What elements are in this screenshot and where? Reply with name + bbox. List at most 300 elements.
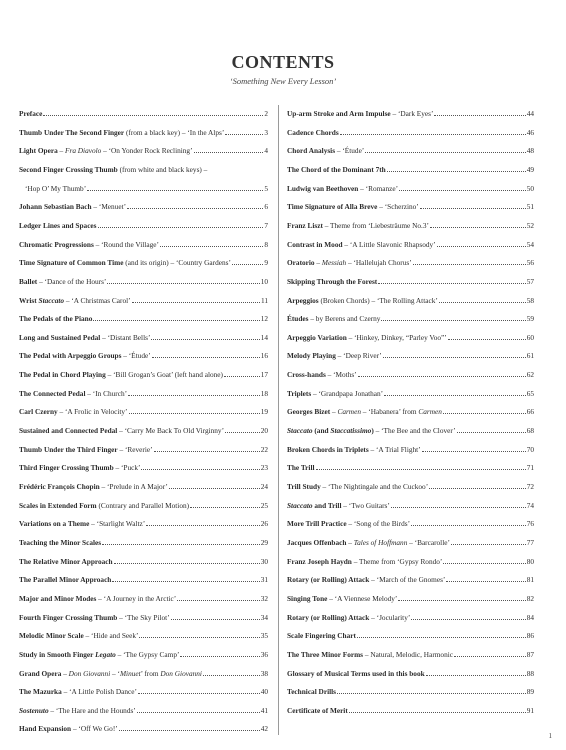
toc-dot-leader	[190, 506, 260, 508]
toc-dot-leader	[378, 282, 525, 284]
toc-entry-text: – ‘Dance of the Hours’	[37, 276, 107, 286]
toc-entry-text: ’ from	[140, 668, 161, 678]
toc-page-number: 65	[526, 388, 534, 398]
toc-entry-text: Ludwig van Beethoven	[287, 183, 359, 193]
toc-entry	[19, 126, 268, 137]
toc-page-number: 3	[264, 127, 268, 137]
toc-entry	[19, 499, 268, 510]
toc-entry-text: Technical Drills	[287, 687, 336, 697]
toc-entry-text: – ‘Jocularity’	[369, 612, 411, 622]
toc-entry-text: – ‘Barcarolle’	[407, 537, 450, 547]
toc-dot-leader	[152, 356, 260, 358]
toc-dot-leader	[434, 114, 525, 116]
toc-dot-leader	[430, 226, 526, 228]
toc-entry-text: The Pedal in Chord Playing	[19, 370, 106, 380]
toc-entry-title	[19, 650, 179, 659]
toc-entry-title	[287, 575, 445, 584]
toc-entry-title	[287, 706, 348, 715]
toc-page-number: 57	[526, 276, 534, 286]
toc-page-number: 51	[526, 202, 534, 212]
toc-entry-text: (Contrary and Parallel Motion)	[96, 500, 190, 510]
toc-page-number: 8	[264, 239, 268, 249]
toc-entry-text: – ‘Hide and Seek’	[83, 631, 139, 641]
toc-dot-leader	[426, 674, 526, 676]
toc-entry	[287, 163, 534, 174]
toc-entry	[19, 182, 268, 193]
toc-entry-title	[19, 557, 113, 566]
toc-page-number: 4	[264, 146, 268, 156]
toc-entry	[287, 685, 534, 696]
toc-entry	[19, 517, 268, 528]
toc-entry-title	[19, 202, 126, 211]
toc-entry-text: – ‘A Little Slavonic Rhapsody’	[342, 239, 436, 249]
toc-entry	[19, 722, 268, 733]
toc-dot-leader	[119, 729, 260, 731]
toc-entry-title	[287, 146, 364, 155]
toc-entry-text: Up-arm Stroke and Arm Impulse	[287, 109, 391, 118]
toc-page-number: 54	[526, 239, 534, 249]
toc-dot-leader	[443, 412, 526, 414]
toc-entry-text: ‘Hop O’ My Thumb’	[25, 183, 87, 193]
toc-entry-title	[287, 128, 339, 137]
toc-page-number: 31	[260, 575, 268, 585]
toc-entry-title	[19, 165, 207, 174]
toc-entry-text: – ‘March of the Gnomes’	[369, 575, 446, 585]
toc-page-number: 6	[264, 202, 268, 212]
toc-page-number: 49	[526, 164, 534, 174]
toc-entry-text: – ‘Off We Go!’	[71, 724, 118, 734]
toc-entry	[19, 107, 268, 118]
toc-entry-title	[287, 333, 447, 342]
toc-page-number: 80	[526, 556, 534, 566]
toc-entry-title	[287, 631, 356, 640]
toc-entry-title	[19, 613, 170, 622]
toc-dot-leader	[383, 356, 526, 358]
toc-entry	[287, 331, 534, 342]
toc-entry-text: Staccato	[287, 500, 313, 510]
toc-entry-text: – ‘Hallelujah Chorus’	[346, 258, 412, 268]
toc-entry	[287, 536, 534, 547]
toc-entry-text: – ‘In Church’	[85, 388, 128, 398]
toc-entry	[287, 219, 534, 230]
toc-dot-leader	[169, 487, 260, 489]
toc-dot-leader	[316, 468, 526, 470]
toc-entry-title	[19, 575, 111, 584]
toc-entry	[287, 256, 534, 267]
toc-dot-leader	[127, 207, 263, 209]
page-subtitle: ‘Something New Every Lesson’	[229, 76, 337, 86]
toc-entry-title	[287, 277, 377, 286]
toc-entry-text: Chromatic Progressions	[19, 239, 94, 249]
toc-entry	[19, 219, 268, 230]
toc-dot-leader	[225, 133, 263, 135]
toc-entry-title	[19, 407, 128, 416]
toc-entry-text: Georges Bizet	[287, 407, 331, 417]
toc-entry-text: The Three Minor Forms	[287, 649, 364, 659]
toc-entry	[19, 424, 268, 435]
toc-dot-leader	[139, 636, 259, 638]
toc-entry	[287, 182, 534, 193]
toc-entry-text: – ‘Hinkey, Dinkey, “Parley Voo”’	[346, 332, 447, 342]
toc-entry-text: Sustained and Connected Pedal	[19, 426, 118, 436]
toc-entry-text: Ledger Lines and Spaces	[19, 220, 97, 230]
toc-entry-text: – ‘The Bee and the Clover’	[373, 426, 456, 436]
toc-entry-title	[19, 724, 118, 733]
toc-entry-text: – ‘Distant Bells’	[100, 332, 151, 342]
toc-entry	[19, 368, 268, 379]
toc-dot-leader	[232, 263, 263, 265]
toc-entry-title	[19, 706, 136, 715]
toc-entry-text: )	[371, 426, 374, 436]
toc-entry-text: Rotary (or Rolling) Attack	[287, 575, 370, 585]
toc-entry-text: Messiah	[321, 258, 347, 268]
toc-entry-text: Tales of Hoffmann	[353, 537, 408, 547]
toc-entry-title	[19, 445, 153, 454]
toc-entry-text: – ‘Song of the Birds’	[346, 519, 411, 529]
toc-entry-text: Time Signature of Common Time	[19, 258, 124, 268]
toc-entry-title	[287, 389, 383, 398]
toc-entry-text: Contrast in Mood	[287, 239, 343, 249]
toc-page-number: 41	[260, 705, 268, 715]
toc-entry-text: Arpeggio Variation	[287, 332, 347, 342]
toc-dot-leader	[413, 263, 526, 265]
toc-entry-text: – Natural, Melodic, Harmonic	[363, 649, 453, 659]
page-title: CONTENTS	[231, 52, 335, 72]
toc-page-number: 70	[526, 444, 534, 454]
toc-dot-leader	[154, 450, 260, 452]
toc-entry-text: Second Finger Crossing Thumb	[19, 164, 118, 174]
toc-entry-text: The Pedals of the Piano	[19, 314, 93, 324]
toc-entry-text: – ‘Habanera’ from	[360, 407, 419, 417]
toc-entry	[287, 443, 534, 454]
toc-page-number: 88	[526, 668, 534, 678]
toc-entry-title	[19, 519, 145, 528]
toc-page-number: 7	[264, 220, 268, 230]
toc-entry-text: Fra Diavolo	[65, 146, 102, 156]
toc-page-number: 46	[526, 127, 534, 137]
toc-dot-leader	[151, 338, 259, 340]
toc-page-number: 68	[526, 426, 534, 436]
toc-entry-text: The Chord of the Dominant 7th	[287, 164, 386, 174]
toc-entry-text: Franz Joseph Haydn	[287, 556, 352, 566]
toc-entry-text: – ‘A Christmas Carol’	[64, 295, 131, 305]
toc-dot-leader	[224, 375, 260, 377]
toc-entry-text: Sostenuto	[19, 705, 49, 715]
toc-dot-leader	[391, 506, 526, 508]
toc-entry	[19, 200, 268, 211]
toc-entry-title	[19, 687, 137, 696]
toc-page-number: 26	[260, 519, 268, 529]
toc-entry-title	[19, 277, 106, 286]
toc-entry-title	[19, 426, 224, 435]
toc-entry-text: (from a black key) – ‘In the Alps’	[124, 127, 225, 137]
toc-dot-leader	[137, 711, 260, 713]
toc-page-number: 62	[526, 370, 534, 380]
toc-page-number: 91	[526, 705, 534, 715]
toc-entry-text: Frédéric François Chopin	[19, 482, 100, 491]
toc-entry	[287, 629, 534, 640]
toc-entry-title	[19, 631, 138, 640]
toc-entry-text: – ‘Grandpapa Jonathan’	[311, 388, 384, 398]
toc-entry-title	[287, 669, 425, 678]
toc-dot-leader	[87, 189, 263, 191]
toc-entry-text: The Pedal with Arpeggio Groups	[19, 351, 122, 361]
toc-entry	[287, 611, 534, 622]
toc-entry-title	[19, 333, 150, 342]
toc-entry-text: – ‘Reverie’	[117, 444, 153, 454]
toc-entry-text: Don Giovanni	[68, 668, 111, 678]
toc-dot-leader	[194, 151, 264, 153]
toc-page-number: 56	[526, 258, 534, 268]
toc-entry	[287, 275, 534, 286]
toc-entry-text: Carmen	[337, 407, 361, 417]
toc-entry-title	[287, 351, 382, 360]
toc-entry-text: – ‘Romanze’	[358, 183, 399, 193]
toc-entry	[287, 126, 534, 137]
toc-entry	[287, 294, 534, 305]
toc-entry-text: Jacques Offenbach	[287, 537, 347, 547]
toc-page-number: 32	[260, 593, 268, 603]
toc-entry-text: –	[346, 537, 354, 547]
toc-entry-text: – ‘Round the Village’	[93, 239, 159, 249]
toc-entry-text: Hand Expansion	[19, 724, 72, 734]
toc-dot-leader	[177, 599, 260, 601]
toc-page-number: 35	[260, 631, 268, 641]
toc-entry	[19, 349, 268, 360]
toc-entry-title	[287, 221, 429, 230]
toc-entry-text: Cross-hands	[287, 370, 326, 380]
toc-entry-text: – ‘Deep River’	[335, 351, 382, 361]
toc-entry-text: – Theme from ‘Liebesträume No.3’	[322, 220, 429, 230]
toc-entry	[19, 573, 268, 584]
toc-dot-leader	[349, 711, 526, 713]
toc-page-number: 74	[526, 500, 534, 510]
toc-entry-text: Study in Smooth Finger	[19, 649, 96, 659]
toc-entry	[287, 238, 534, 249]
toc-entry-text: – ‘A Frolic in Velocity’	[57, 407, 128, 417]
toc-dot-leader	[420, 207, 526, 209]
toc-dot-leader	[384, 394, 526, 396]
toc-entry	[19, 144, 268, 155]
toc-page-number: 38	[260, 668, 268, 678]
toc-entry	[19, 555, 268, 566]
toc-entry-text: Light Opera	[19, 146, 58, 156]
toc-entry-title	[19, 389, 127, 398]
toc-page-number: 18	[260, 388, 268, 398]
toc-entry-text: – ‘Puck’	[113, 463, 141, 473]
toc-entry-title	[287, 426, 456, 435]
toc-dot-leader	[114, 562, 260, 564]
toc-page-number: 76	[526, 519, 534, 529]
toc-page-number: 60	[526, 332, 534, 342]
toc-entry-title	[19, 146, 193, 155]
toc-page-number: 87	[526, 649, 534, 659]
toc-entry-text: – by Berens and Czerny	[308, 314, 381, 324]
toc-entry	[19, 163, 268, 174]
toc-dot-leader	[225, 431, 260, 433]
toc-entry	[287, 667, 534, 678]
toc-entry-text: Chord Analysis	[287, 146, 336, 156]
toc-entry	[19, 611, 268, 622]
toc-entry	[19, 629, 268, 640]
toc-entry	[287, 648, 534, 659]
toc-page-number: 81	[526, 575, 534, 585]
toc-dot-leader	[357, 636, 526, 638]
toc-entry-text: Singing Tone	[287, 593, 328, 603]
toc-entry-text: Glossary of Musical Terms used in this book	[287, 668, 425, 678]
toc-entry-title	[19, 463, 140, 472]
toc-dot-leader	[43, 114, 263, 116]
toc-entry-text: – ‘A Little Polish Dance’	[61, 687, 137, 697]
toc-entry	[287, 592, 534, 603]
toc-dot-leader	[443, 562, 525, 564]
toc-page-number: 59	[526, 314, 534, 324]
toc-entry-text: Rotary (or Rolling) Attack	[287, 612, 370, 622]
toc-entry	[287, 387, 534, 398]
toc-dot-leader	[102, 543, 260, 545]
toc-entry-title	[287, 650, 453, 659]
toc-dot-leader	[411, 618, 525, 620]
toc-entry	[19, 648, 268, 659]
toc-entry	[287, 424, 534, 435]
toc-entry-text: – ‘Carry Me Back To Old Virginny’	[117, 426, 224, 436]
toc-entry	[19, 536, 268, 547]
toc-entry-text: Teaching the Minor Scales	[19, 537, 102, 547]
toc-entry-text: – ‘Bill Grogan’s Goat’ (left hand alone)	[105, 370, 223, 380]
toc-entry-title	[19, 370, 223, 379]
toc-entry-text: Variations on a Theme	[19, 519, 90, 529]
toc-entry-text: Scale Fingering Chart	[287, 631, 356, 641]
toc-page-number: 17	[260, 370, 268, 380]
toc-entry-title	[19, 482, 168, 491]
toc-entry-text: – ‘The Hare and the Hounds’	[48, 705, 136, 715]
toc-entry	[287, 312, 534, 323]
toc-entry-title	[19, 501, 189, 510]
toc-dot-leader	[93, 319, 259, 321]
toc-dot-leader	[138, 692, 260, 694]
toc-entry-text: – ‘The Gypsy Camp’	[115, 649, 180, 659]
toc-entry-text: (and	[312, 426, 331, 436]
toc-entry-text: Time Signature of Alla Breve	[287, 202, 378, 212]
toc-page-number: 66	[526, 407, 534, 417]
toc-entry-text: Grand Opera	[19, 668, 62, 678]
toc-entry-text: Ballet	[19, 276, 38, 286]
toc-entry-title	[287, 109, 433, 118]
toc-page-number: 24	[260, 482, 268, 491]
toc-entry	[19, 312, 268, 323]
toc-entry-text: Long and Sustained Pedal	[19, 332, 101, 342]
toc-page-number: 23	[260, 463, 268, 473]
toc-entry-text: – ‘Moths’	[325, 370, 357, 380]
toc-entry	[19, 331, 268, 342]
toc-dot-leader	[422, 450, 526, 452]
toc-entry-text: Carl Czerny	[19, 407, 58, 417]
toc-dot-leader	[132, 301, 260, 303]
toc-entry	[19, 405, 268, 416]
toc-page-number: 20	[260, 426, 268, 436]
toc-entry	[287, 480, 534, 491]
toc-entry-text: –	[330, 407, 338, 417]
toc-entry-text: Skipping Through the Forest	[287, 276, 378, 286]
toc-entry-text: –	[314, 258, 322, 268]
toc-dot-leader	[446, 580, 525, 582]
toc-entry-text: – ‘The Sky Pilot’	[117, 612, 170, 622]
toc-entry-text: – ‘	[110, 668, 120, 678]
toc-page-number: 44	[526, 109, 534, 118]
toc-entry	[19, 592, 268, 603]
toc-entry-text: Melody Playing	[287, 351, 336, 361]
toc-page-number: 77	[526, 537, 534, 547]
toc-entry	[287, 461, 534, 472]
toc-dot-leader	[337, 692, 526, 694]
toc-entry-text: The Parallel Minor Approach	[19, 575, 112, 585]
toc-dot-leader	[203, 674, 260, 676]
toc-dot-leader	[398, 599, 525, 601]
toc-entry-text: – ‘Starlight Waltz’	[89, 519, 146, 529]
toc-entry-title	[19, 314, 92, 323]
toc-entry-text: Carmen	[418, 407, 442, 417]
toc-entry	[19, 256, 268, 267]
toc-entry-text: Minuet	[119, 668, 141, 678]
toc-entry-title	[287, 407, 442, 416]
toc-entry-title	[287, 463, 315, 472]
toc-page-number: 61	[526, 351, 534, 361]
toc-dot-leader	[381, 319, 525, 321]
toc-page-number: 34	[260, 612, 268, 622]
toc-entry	[19, 387, 268, 398]
toc-entry	[19, 704, 268, 715]
toc-page-number: 36	[260, 649, 268, 659]
toc-entry	[19, 480, 268, 491]
toc-entry-title	[19, 258, 231, 267]
toc-entry-title	[287, 519, 410, 528]
toc-dot-leader	[411, 524, 526, 526]
toc-page-number: 16	[260, 351, 268, 361]
toc-entry-title	[287, 202, 419, 211]
toc-entry-text: – Theme from ‘Gypsy Rondo’	[351, 556, 443, 566]
toc-dot-leader	[429, 487, 526, 489]
toc-entry-text: Wrist	[19, 295, 39, 305]
toc-entry-title	[287, 240, 436, 249]
toc-dot-leader	[129, 412, 260, 414]
toc-entry-title	[287, 258, 412, 267]
toc-entry	[287, 368, 534, 379]
toc-page-number: 40	[260, 687, 268, 697]
toc-entry-text: Études	[287, 314, 309, 324]
toc-entry-title	[19, 594, 176, 603]
toc-entry-title	[287, 557, 442, 566]
toc-entry-title	[287, 482, 428, 491]
toc-entry-text: Legato	[95, 649, 116, 659]
toc-entry-text: Thumb Under The Second Finger	[19, 127, 125, 137]
toc-entry-title	[19, 296, 131, 305]
toc-entry-title	[287, 501, 390, 510]
toc-page-number: 9	[264, 258, 268, 268]
toc-entry-text: Trill Study	[287, 482, 321, 491]
toc-dot-leader	[112, 580, 259, 582]
toc-entry-text: Preface	[19, 109, 43, 118]
toc-page-number: 72	[526, 482, 534, 491]
toc-page-number: 71	[526, 463, 534, 473]
toc-entry-text: The Connected Pedal	[19, 388, 86, 398]
toc-entry	[19, 667, 268, 678]
toc-dot-leader	[454, 655, 526, 657]
toc-entry-text: More Trill Practice	[287, 519, 347, 529]
toc-page-number: 14	[260, 332, 268, 342]
toc-entry-text: Oratorio	[287, 258, 315, 268]
toc-entry-title	[287, 613, 410, 622]
toc-dot-leader	[107, 282, 259, 284]
